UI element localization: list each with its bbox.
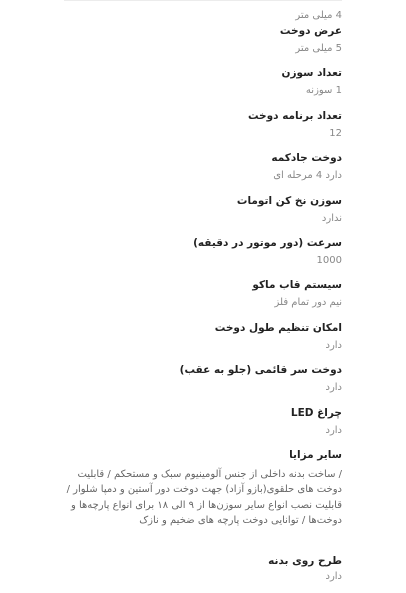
spec-value: 4 میلی متر <box>295 10 342 21</box>
spec-value: نیم دور تمام فلز <box>274 297 342 309</box>
spec-label: دوخت سر قائمی (جلو به عقب) <box>179 364 342 377</box>
spec-value: 12 <box>329 127 342 139</box>
spec-value: 1000 <box>316 254 342 266</box>
spec-label: سایر مزایا <box>289 448 342 461</box>
spec-label: عرض دوخت <box>279 25 342 37</box>
spec-row-speed <box>60 233 342 275</box>
spec-row-reverse-stitch <box>60 360 342 402</box>
spec-row-stitch-width <box>60 21 342 63</box>
spec-value: دارد <box>325 570 342 582</box>
spec-value: دارد <box>325 339 342 351</box>
spec-label: چراغ LED <box>290 406 342 419</box>
spec-label: دوخت جادکمه <box>271 152 342 165</box>
spec-row-program-count <box>60 106 342 148</box>
spec-row-auto-threader <box>60 191 342 233</box>
spec-value: دارد <box>325 382 342 394</box>
spec-row-bobbin-system <box>60 275 342 317</box>
spec-label: طرح روی بدنه <box>268 554 342 567</box>
spec-row-stitch-length <box>60 0 342 21</box>
spec-value: 1 سوزنه <box>305 85 342 97</box>
spec-value: 5 میلی متر <box>295 43 342 54</box>
spec-row-led-light <box>60 403 342 445</box>
spec-label: سیستم قاب ماکو <box>252 279 342 292</box>
spec-label: سرعت (دور موتور در دقیقه) <box>193 236 342 249</box>
spec-row-other-features <box>60 445 342 551</box>
spec-row-length-adjust <box>60 318 342 360</box>
spec-row-body-design <box>60 551 342 593</box>
spec-value: دارد 4 مرحله ای <box>273 170 342 182</box>
spec-label: سوزن نخ کن اتومات <box>236 194 342 207</box>
spec-row-buttonhole <box>60 148 342 190</box>
spec-value: ندارد <box>321 212 342 224</box>
spec-label: تعداد برنامه دوخت <box>247 109 342 122</box>
spec-value: دارد <box>325 424 342 436</box>
spec-label: تعداد سوزن <box>281 67 342 80</box>
spec-row-needle-count <box>60 63 342 105</box>
spec-value: / ساخت بدنه داخلی از جنس آلومینیوم سبک و مستحکم / قابلیت دوخت های حلقوی(بازو آزاد) جهت دوخت دور آستین و دمپا شلوار / قابلیت نصب انواع سایر سوزن‌ها از ۹ الی ۱۸ برای انواع پارچه‌ها و دوخت‌ها / توانایی دوخت پارچه های ضخیم و نازک <box>66 468 342 527</box>
spec-label: امکان تنظیم طول دوخت <box>214 321 342 334</box>
